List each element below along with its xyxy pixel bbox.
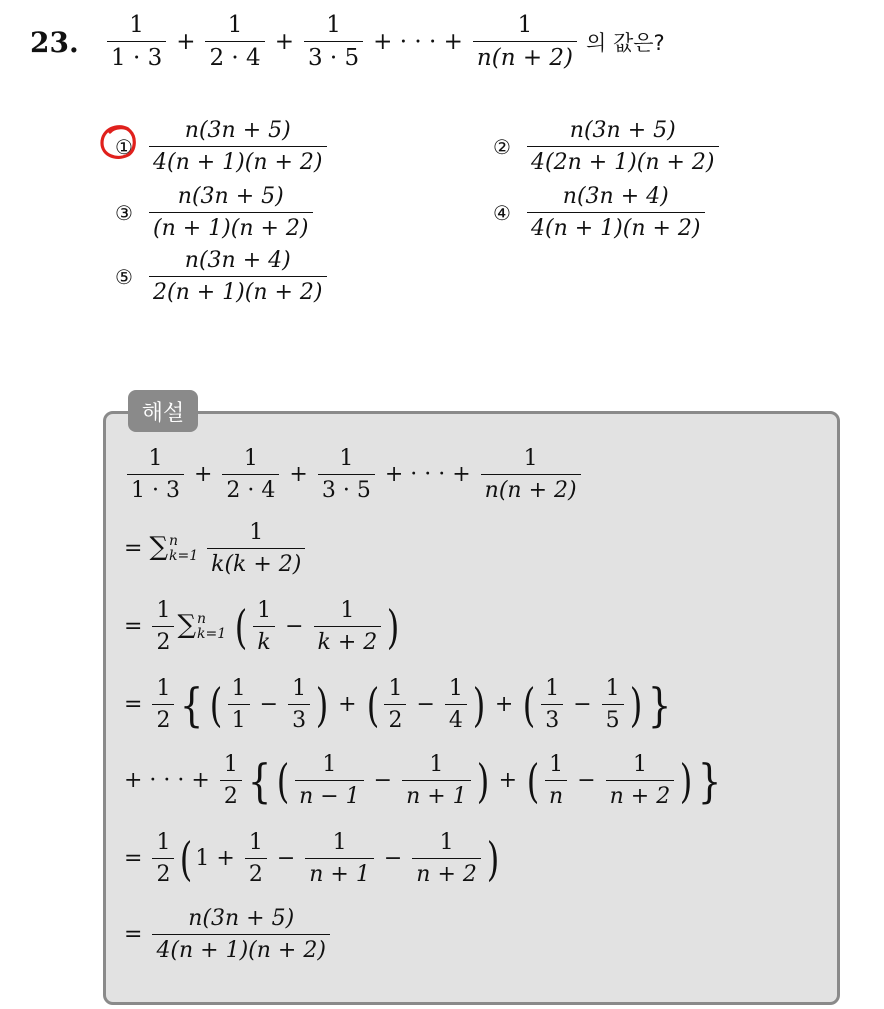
term-1: $\frac{1}{1 \cdot 3}$ xyxy=(107,12,166,72)
choice-5[interactable]: ⑤ $\frac{n(3n + 4)}{2(n + 1)(n + 2)}$ xyxy=(106,248,330,306)
solution-line-6: = $\frac{1}{2}$ ( 1 + $\frac{1}{2}$ − $\frac{1}{n + 1}$ − $\frac{1}{n + 2}$ ) xyxy=(124,830,500,888)
term-2: $\frac{1}{2 \cdot 4}$ xyxy=(205,12,264,72)
solution-line-3: = $\frac{1}{2}$ ∑ n k=1 ( $\frac{1}{k}$ − $\frac{1}{k + 2}$ ) xyxy=(124,598,400,656)
question-suffix: 의 값은? xyxy=(586,30,665,55)
choice-2[interactable]: ② $\frac{n(3n + 5)}{4(2n + 1)(n + 2)}$ xyxy=(484,118,722,176)
question-number: 23. xyxy=(30,26,79,59)
solution-tab: 해설 xyxy=(128,390,198,432)
term-last: $\frac{1}{n(n + 2)}$ xyxy=(473,12,577,72)
solution-line-4: = $\frac{1}{2}$ { ( $\frac{1}{1}$ − $\frac{1}{3}$ ) + ( $\frac{1}{2}$ − $\frac{1}{4}$ ) + ( $\frac{1}{3}$ − $\frac{1}{5}$ ) } xyxy=(124,676,671,734)
question-expression: $\frac{1}{1 \cdot 3}$ + $\frac{1}{2 \cdot 4}$ + $\frac{1}{3 \cdot 5}$ + · · · + $\frac{1}{n(n + 2)}$ 의 값은? xyxy=(104,12,665,72)
term-3: $\frac{1}{3 \cdot 5}$ xyxy=(304,12,363,72)
choice-4[interactable]: ④ $\frac{n(3n + 4)}{4(n + 1)(n + 2)}$ xyxy=(484,184,708,242)
solution-line-2: = ∑ n k=1 $\frac{1}{k(k + 2)}$ xyxy=(124,520,308,578)
sigma-icon: ∑ n k=1 xyxy=(177,610,227,642)
final-answer: $\frac{n(3n + 5)}{4(n + 1)(n + 2)}$ xyxy=(152,906,330,964)
sigma-icon: ∑ n k=1 xyxy=(149,532,199,564)
solution-line-7: = $\frac{n(3n + 5)}{4(n + 1)(n + 2)}$ xyxy=(124,906,333,964)
selection-circle-icon xyxy=(98,123,140,163)
solution-line-1: $\frac{1}{1 \cdot 3}$ + $\frac{1}{2 \cdot 4}$ + $\frac{1}{3 \cdot 5}$ + · · · + $\frac{1}{n(n + 2)}$ xyxy=(124,446,584,504)
choice-3[interactable]: ③ $\frac{n(3n + 5)}{(n + 1)(n + 2)}$ xyxy=(106,184,316,242)
choice-1[interactable]: ① $\frac{n(3n + 5)}{4(n + 1)(n + 2)}$ xyxy=(106,118,330,176)
solution-line-5: + · · · + $\frac{1}{2}$ { ( $\frac{1}{n - 1}$ − $\frac{1}{n + 1}$ ) + ( $\frac{1}{n}$ − $\frac{1}{n + 2}$ ) } xyxy=(124,752,722,810)
